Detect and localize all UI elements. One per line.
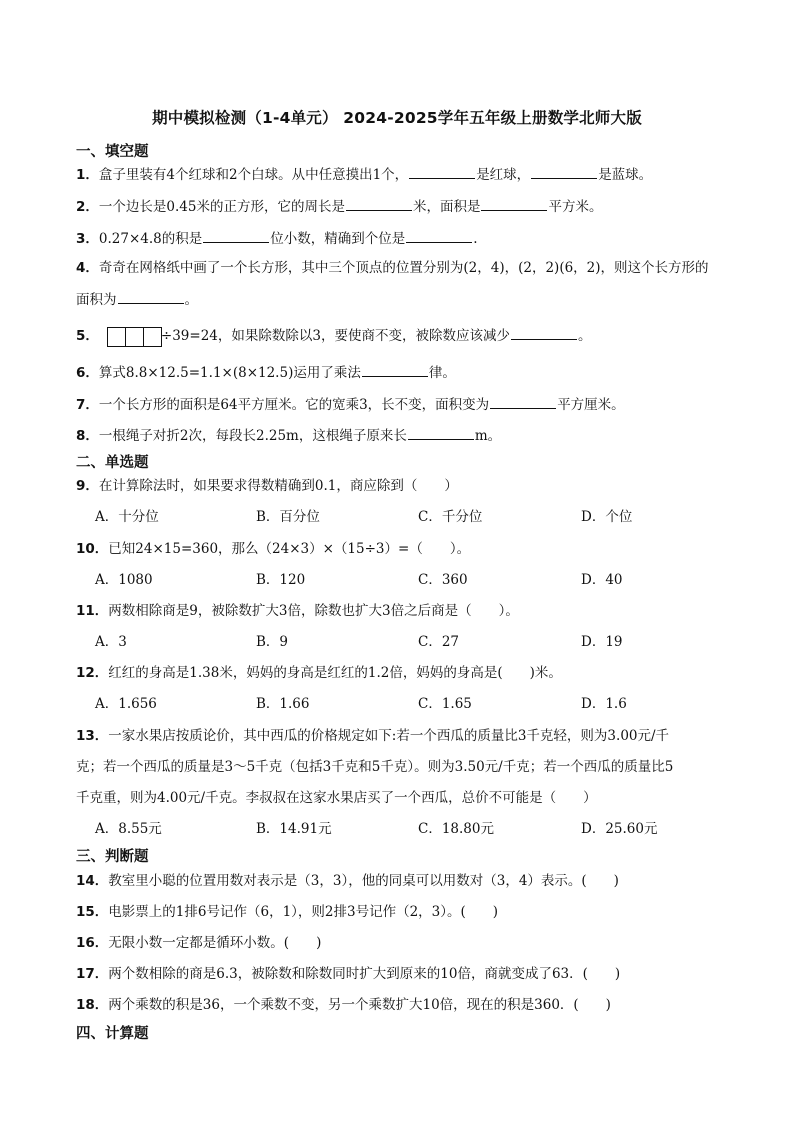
question-text: 无限小数一定都是循环小数。( ) (108, 935, 322, 951)
answer-blank[interactable] (531, 164, 597, 179)
option-b[interactable]: B．百分位 (256, 509, 320, 525)
option-c[interactable]: C．18.80元 (418, 821, 494, 837)
answer-blank[interactable] (481, 196, 547, 211)
question-13-line-2 (76, 757, 673, 777)
question-number: 12． (76, 665, 109, 681)
question-number: 15． (76, 904, 109, 920)
option-c[interactable]: C．1.65 (418, 696, 472, 712)
option-c[interactable]: C．27 (418, 634, 460, 650)
question-1 (76, 164, 652, 185)
section-heading-fill-blank: 一、填空题 (76, 144, 149, 160)
option-a[interactable]: A．十分位 (95, 509, 159, 525)
question-number: 13． (76, 728, 109, 744)
question-5 (76, 325, 591, 347)
question-text: 平方厘米。 (557, 397, 625, 413)
option-a[interactable]: A．1080 (95, 572, 153, 588)
question-text: 。 (184, 292, 198, 308)
question-text: 在计算除法时，如果要求得数精确到0.1，商应除到（ ） (98, 478, 458, 494)
question-number: 9． (76, 478, 99, 494)
question-text: 0.27×4.8的积是 (98, 231, 203, 247)
question-6 (76, 362, 456, 383)
question-text: 米，面积是 (412, 199, 481, 215)
option-d[interactable]: D．25.60元 (581, 821, 658, 837)
question-text: . (473, 231, 478, 247)
option-a[interactable]: A．1.656 (95, 696, 157, 712)
question-text: 一个长方形的面积是64平方厘米。它的宽乘3，长不变，面积变为 (98, 397, 490, 413)
answer-blank[interactable] (408, 425, 474, 440)
question-number: 1． (76, 167, 99, 183)
question-2 (76, 196, 602, 217)
question-text: m。 (474, 428, 502, 444)
question-18 (76, 995, 611, 1015)
question-text: 律。 (428, 365, 456, 381)
question-9 (76, 476, 458, 496)
answer-blank[interactable] (409, 164, 475, 179)
question-text: 是蓝球。 (598, 167, 653, 183)
question-text: 算式8.8×12.5=1.1×(8×12.5)运用了乘法 (98, 365, 361, 381)
option-a[interactable]: A．3 (95, 634, 127, 650)
question-number: 10． (76, 541, 109, 557)
page-title: 期中模拟检测（1-4单元） 2024-2025学年五年级上册数学北师大版 (152, 109, 642, 127)
option-a[interactable]: A．8.55元 (95, 821, 162, 837)
question-13-line-3 (76, 788, 597, 808)
digit-boxes[interactable] (107, 326, 161, 347)
option-d[interactable]: D．1.6 (581, 696, 627, 712)
question-text: 奇奇在网格纸中画了一个长方形，其中三个顶点的位置分别为(2，4)，(2，2)(6，2)，则这个长方形的 (98, 260, 709, 276)
question-15 (76, 902, 498, 922)
answer-blank[interactable] (511, 325, 577, 340)
question-text: 两个乘数的积是36，一个乘数不变，另一个乘数扩大10倍，现在的积是360．( ) (108, 997, 611, 1013)
option-d[interactable]: D．19 (581, 634, 623, 650)
answer-blank[interactable] (406, 228, 472, 243)
answer-blank[interactable] (490, 394, 556, 409)
digit-box[interactable] (107, 327, 126, 347)
question-number: 2． (76, 199, 99, 215)
option-d[interactable]: D．个位 (581, 509, 633, 525)
question-text: 一家水果店按质论价，其中西瓜的价格规定如下:若一个西瓜的质量比3千克轻，则为3.00元/千 (108, 728, 670, 744)
option-b[interactable]: B．14.91元 (256, 821, 332, 837)
question-number: 16． (76, 935, 109, 951)
question-13 (76, 726, 669, 746)
question-text: 一个边长是0.45米的正方形，它的周长是 (98, 199, 345, 215)
question-16 (76, 933, 321, 953)
question-text: 位小数，精确到个位是 (270, 231, 406, 247)
question-text: 两数相除商是9，被除数扩大3倍，除数也扩大3倍之后商是（ ）。 (108, 603, 519, 619)
question-4-continued (76, 289, 198, 310)
question-number: 5． (76, 328, 99, 344)
question-number: 7． (76, 397, 99, 413)
option-c[interactable]: C．360 (418, 572, 468, 588)
question-text: 已知24×15=360，那么（24×3）×（15÷3）=（ ）。 (108, 541, 471, 557)
answer-blank[interactable] (118, 289, 184, 304)
question-4 (76, 258, 709, 278)
option-b[interactable]: B．9 (256, 634, 289, 650)
question-text: 克；若一个西瓜的质量是3～5千克（包括3千克和5千克）。则为3.50元/千克；若一个西瓜的质量比5 (76, 759, 674, 775)
section-heading-single-choice: 二、单选题 (76, 455, 149, 471)
question-8 (76, 425, 501, 446)
question-text: 盒子里装有4个红球和2个白球。从中任意摸出1个， (98, 167, 409, 183)
answer-blank[interactable] (203, 228, 269, 243)
question-text: 面积为 (76, 292, 117, 308)
section-heading-true-false: 三、判断题 (76, 849, 149, 865)
question-number: 6． (76, 365, 99, 381)
answer-blank[interactable] (346, 196, 412, 211)
question-text: 电影票上的1排6号记作（6，1），则2排3号记作（2，3）。( ) (108, 904, 499, 920)
question-14 (76, 871, 619, 891)
option-c[interactable]: C．千分位 (418, 509, 483, 525)
question-text: 千克重，则为4.00元/千克。李叔叔在这家水果店买了一个西瓜，总价不可能是（ ） (76, 790, 597, 806)
digit-box[interactable] (125, 327, 144, 347)
section-heading-calculation: 四、计算题 (76, 1026, 149, 1042)
question-number: 8． (76, 428, 99, 444)
question-number: 18． (76, 997, 109, 1013)
question-10 (76, 539, 470, 559)
question-text: ÷39=24，如果除数除以3，要使商不变，被除数应该减少 (160, 328, 510, 344)
question-7 (76, 394, 625, 415)
question-11 (76, 601, 519, 621)
question-text: 平方米。 (548, 199, 603, 215)
question-number: 4． (76, 260, 99, 276)
question-text: 。 (577, 328, 592, 344)
question-text: 红红的身高是1.38米，妈妈的身高是红红的1.2倍，妈妈的身高是( )米。 (108, 665, 562, 681)
question-3 (76, 228, 478, 249)
question-text: 是红球， (476, 167, 531, 183)
question-17 (76, 964, 620, 984)
digit-box[interactable] (143, 327, 162, 347)
question-number: 3． (76, 231, 99, 247)
question-text: 一根绳子对折2次，每段长2.25m，这根绳子原来长 (98, 428, 407, 444)
question-number: 17． (76, 966, 109, 982)
question-number: 11． (76, 603, 109, 619)
question-12 (76, 663, 562, 683)
question-number: 14． (76, 873, 109, 889)
option-d[interactable]: D．40 (581, 572, 623, 588)
question-text: 教室里小聪的位置用数对表示是（3，3），他的同桌可以用数对（3，4）表示。( ) (108, 873, 619, 889)
option-b[interactable]: B．1.66 (256, 696, 310, 712)
question-text: 两个数相除的商是6.3，被除数和除数同时扩大到原来的10倍，商就变成了63．( ) (108, 966, 621, 982)
answer-blank[interactable] (362, 362, 428, 377)
option-b[interactable]: B．120 (256, 572, 306, 588)
